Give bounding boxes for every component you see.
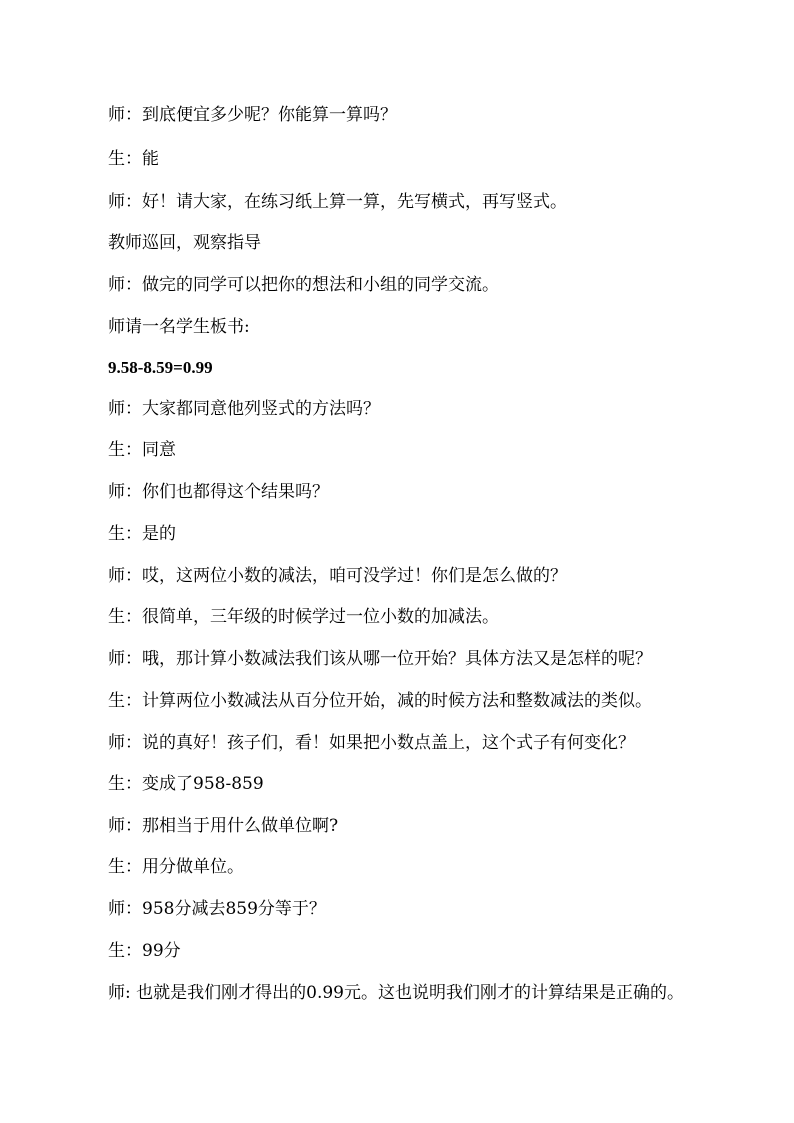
dialogue-line: 师：哦，那计算小数减法我们该从哪一位开始？具体方法又是怎样的呢？: [108, 649, 652, 669]
dialogue-line: 师请一名学生板书:: [108, 317, 250, 337]
dialogue-line: 生：是的: [108, 524, 176, 544]
dialogue-line: 师：大家都同意他列竖式的方法吗？: [108, 399, 380, 419]
dialogue-line: 教师巡回，观察指导: [108, 233, 261, 253]
dialogue-line: 师：那相当于用什么做单位啊?: [108, 816, 339, 836]
dialogue-line: 师：做完的同学可以把你的想法和小组的同学交流。: [108, 275, 499, 295]
dialogue-line: 师：到底便宜多少呢？你能算一算吗？: [108, 105, 397, 125]
dialogue-line: 生：同意: [108, 440, 176, 460]
dialogue-line: 生：99分: [108, 941, 181, 961]
dialogue-line: 生：计算两位小数减法从百分位开始，减的时候方法和整数减法的类似。: [108, 691, 652, 711]
dialogue-line: 师：958分减去859分等于？: [108, 899, 326, 919]
dialogue-line: 师：你们也都得这个结果吗？: [108, 482, 329, 502]
dialogue-line: 师: 也就是我们刚才得出的0.99元。这也说明我们刚才的计算结果是正确的。: [108, 983, 684, 1003]
dialogue-line: 生：很简单，三年级的时候学过一位小数的加减法。: [108, 607, 499, 627]
dialogue-line: 师：哎，这两位小数的减法，咱可没学过！你们是怎么做的？: [108, 566, 567, 586]
dialogue-line: 生：用分做单位。: [108, 857, 244, 877]
dialogue-line: 师：好！请大家，在练习纸上算一算，先写横式，再写竖式。: [108, 192, 567, 212]
dialogue-line: 生：变成了958-859: [108, 774, 264, 794]
board-formula: 9.58-8.59=0.99: [108, 358, 213, 377]
dialogue-line: 师：说的真好！孩子们，看！如果把小数点盖上，这个式子有何变化？: [108, 733, 635, 753]
dialogue-line: 生：能: [108, 149, 159, 169]
